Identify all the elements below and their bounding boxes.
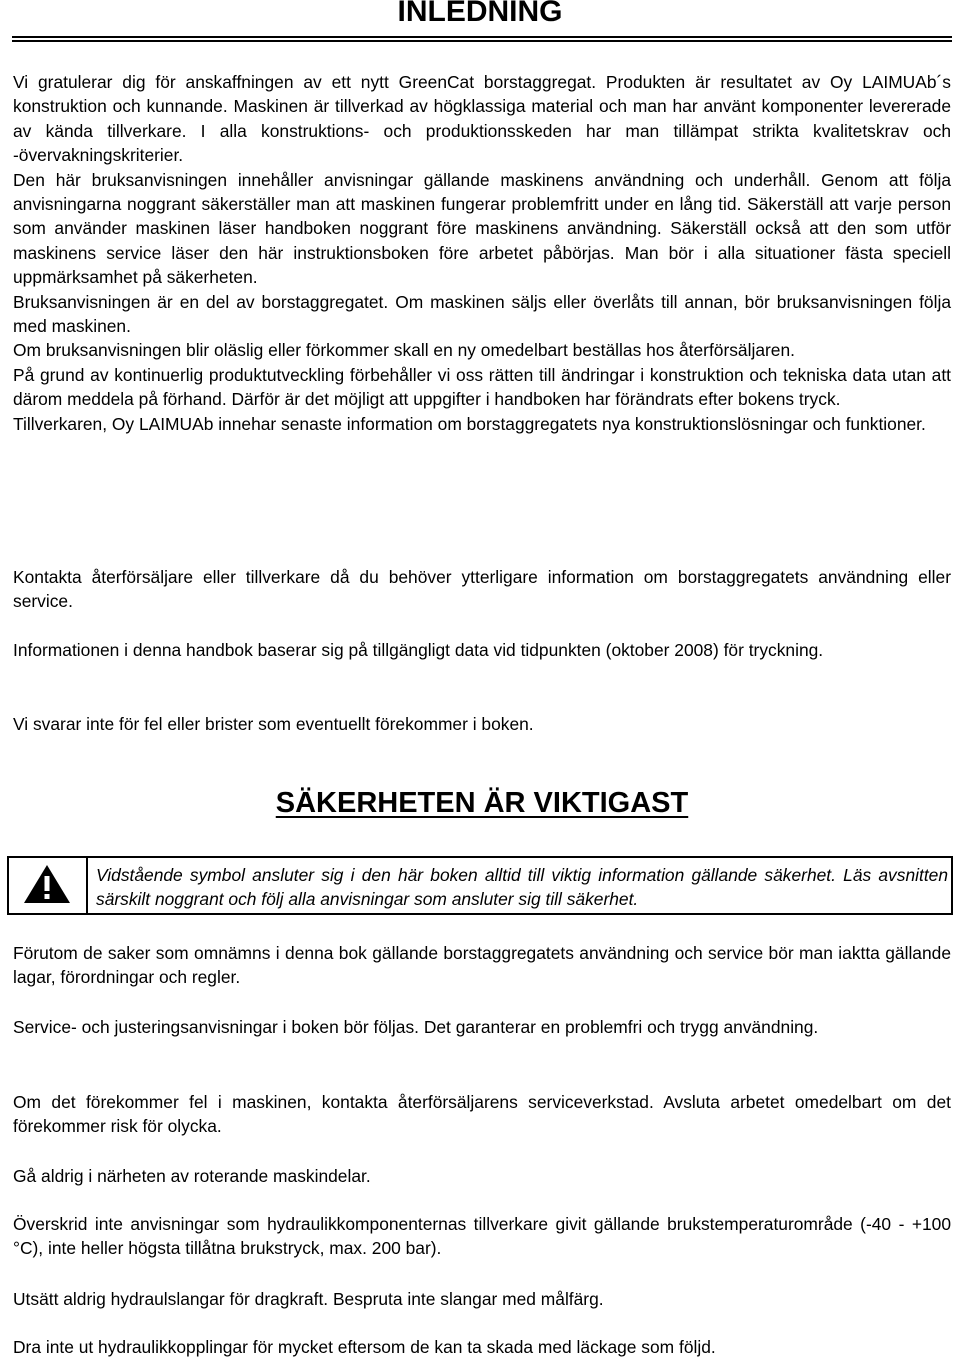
intro-paragraph: På grund av kontinuerlig produktutveckling förbehåller vi oss rätten till ändringar i konstruktion och tekniska data utan att därom meddela på förhand. Därför är det möjligt att uppgifter i handboken har förändrats efter bokens tryck. bbox=[13, 364, 951, 410]
intro-paragraph: Tillverkaren, Oy LAIMUAb innehar senaste information om borstaggregatets nya konstruktionslösningar och funktioner. bbox=[13, 413, 926, 434]
intro-paragraph: Den här bruksanvisningen innehåller anvisningar gällande maskinens användning och underhåll. Genom att följa anvisningarna noggrant säkerställer man att maskinen fungerar problemfritt under en lång tid. Säkerställ att varje person som använder maskinen läser handboken noggrant före maskinens användning. Säkerställ också att den som utför maskinens service läser den här instruktionsboken före arbetet påbörjas. Man bör i alla situationer fästa speciell uppmärksamhet på säkerheten. bbox=[13, 169, 951, 288]
intro-paragraph: Om bruksanvisningen blir oläslig eller förkommer skall en ny omedelbart beställas hos återförsäljaren. bbox=[13, 340, 795, 361]
safety-paragraph: Gå aldrig i närheten av roterande maskindelar. bbox=[13, 1166, 371, 1186]
contact-paragraph: Kontakta återförsäljare eller tillverkare då du behöver ytterligare information om borstaggregatets användning eller service. bbox=[13, 567, 951, 612]
intro-paragraph: Bruksanvisningen är en del av borstaggregatet. Om maskinen säljs eller överlåts till annan, bör bruksanvisningen följa med maskinen. bbox=[13, 291, 951, 337]
safety-heading-text: SÄKERHETEN ÄR VIKTIGAST bbox=[275, 787, 689, 819]
warning-box bbox=[7, 856, 953, 915]
title-double-rule bbox=[12, 36, 952, 42]
liability-paragraph: Vi svarar inte för fel eller brister som eventuellt förekommer i boken. bbox=[13, 714, 534, 734]
info-paragraph: Informationen i denna handbok baserar sig på tillgängligt data vid tidpunkten (oktober 2008) för tryckning. bbox=[13, 640, 824, 660]
safety-paragraph: Service- och justeringsanvisningar i boken bör följas. Det garanterar en problemfri och trygg användning. bbox=[13, 1017, 819, 1037]
warning-text: Vidstående symbol ansluter sig i den här boken alltid till viktig information gällande säkerhet. Läs avsnitten särskilt noggrant och följ alla anvisningar som ansluter sig till säkerhet. bbox=[96, 865, 948, 910]
safety-paragraph: Om det förekommer fel i maskinen, kontakta återförsäljarens serviceverkstad. Avsluta arbetet omedelbart om det förekommer risk för olycka. bbox=[13, 1092, 951, 1137]
safety-paragraph: Dra inte ut hydraulikkopplingar för mycket eftersom de kan ta skada med läckage som följd. bbox=[13, 1337, 716, 1357]
safety-heading bbox=[0, 783, 960, 823]
intro-paragraph: Vi gratulerar dig för anskaffningen av ett nytt GreenCat borstaggregat. Produkten är resultatet av Oy LAIMUAb´s konstruktion och kunnande. Maskinen är tillverkad av högklassiga material och man har använt komponenter levererade av kända tillverkare. I alla konstruktions- och produktionsskeden har man tillämpat strikta kvalitetskrav och -övervakningskriterier. bbox=[13, 72, 951, 166]
warning-icon-cell bbox=[9, 858, 88, 913]
safety-paragraph: Förutom de saker som omnämns i denna bok gällande borstaggregatets användning och service bör man iaktta gällande lagar, förordningar och regler. bbox=[13, 943, 951, 988]
page-title: INLEDNING bbox=[397, 0, 563, 28]
warning-triangle-icon bbox=[23, 864, 71, 904]
safety-paragraph: Utsätt aldrig hydraulslangar för dragkraft. Bespruta inte slangar med målfärg. bbox=[13, 1289, 604, 1309]
safety-paragraph: Överskrid inte anvisningar som hydraulikkomponenternas tillverkare givit gällande brukstemperaturområde (-40 - +100 °C), inte heller högsta tillåtna brukstryck, max. 200 bar). bbox=[13, 1214, 951, 1259]
intro-section bbox=[13, 70, 951, 436]
